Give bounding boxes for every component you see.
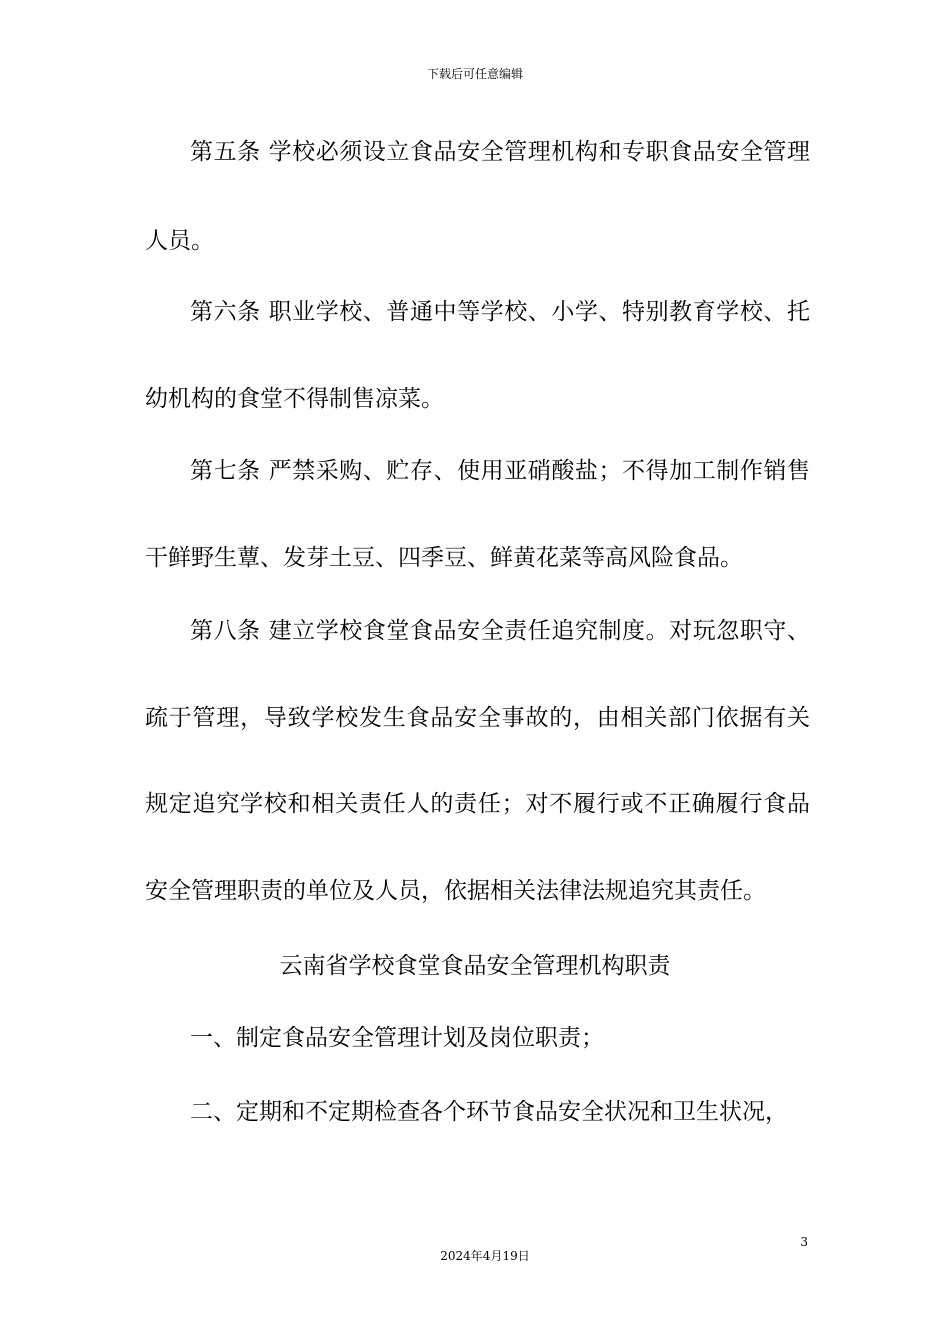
article-8-line-2: 疏于管理，导致学校发生食品安全事故的，由相关部门依据有关 xyxy=(145,705,810,731)
section-title: 云南省学校食堂食品安全管理机构职责 xyxy=(279,953,671,979)
duty-item-1: 一、制定食品安全管理计划及岗位职责； xyxy=(190,1025,604,1051)
article-5-line-1: 第五条 学校必须设立食品安全管理机构和专职食品安全管理 xyxy=(190,139,810,165)
duty-item-2: 二、定期和不定期检查各个环节食品安全状况和卫生状况， xyxy=(190,1099,788,1125)
article-8-line-4: 安全管理职责的单位及人员，依据相关法律法规追究其责任。 xyxy=(145,878,766,904)
article-8-line-1: 第八条 建立学校食堂食品安全责任追究制度。对玩忽职守、 xyxy=(190,618,810,644)
page-header: 下载后可任意编辑 xyxy=(426,67,523,81)
footer-date: 2024年4月19日 xyxy=(440,1249,530,1263)
article-8-line-3: 规定追究学校和相关责任人的责任；对不履行或不正确履行食品 xyxy=(145,791,810,817)
article-7-line-2: 干鲜野生蕈、发芽土豆、四季豆、鲜黄花菜等高风险食品。 xyxy=(145,545,743,571)
article-6-line-2: 幼机构的食堂不得制售凉菜。 xyxy=(145,386,444,412)
page-number: 3 xyxy=(800,1235,808,1249)
article-5-line-2: 人员。 xyxy=(145,228,214,254)
article-7-line-1: 第七条 严禁采购、贮存、使用亚硝酸盐；不得加工制作销售 xyxy=(190,458,810,484)
article-6-line-1: 第六条 职业学校、普通中等学校、小学、特别教育学校、托 xyxy=(190,299,810,325)
